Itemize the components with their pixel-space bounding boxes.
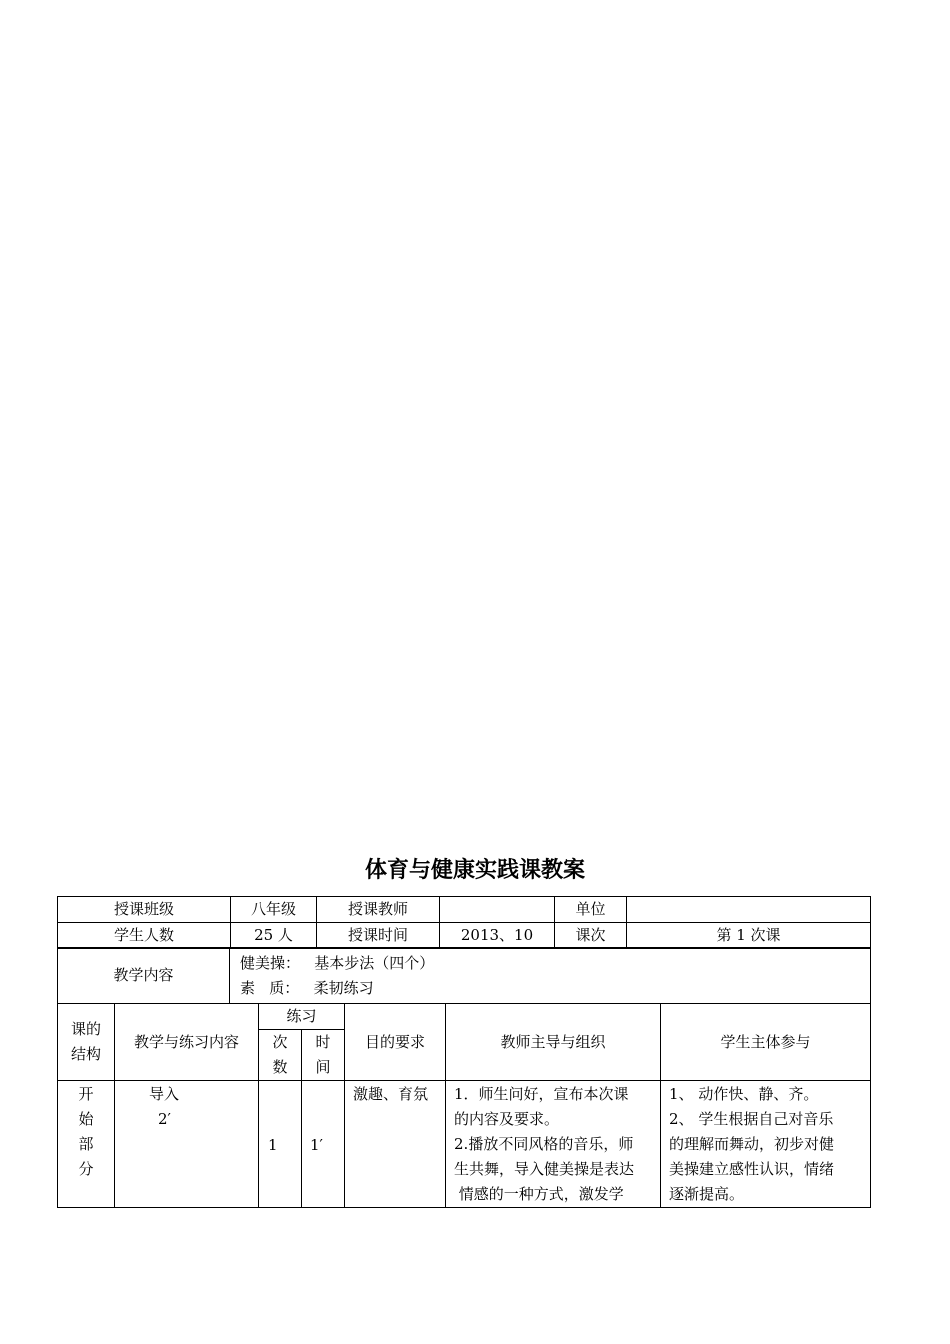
lesson-label: 课次	[555, 923, 627, 949]
lesson-value: 第 1 次课	[627, 923, 871, 949]
unit-label: 单位	[555, 897, 627, 923]
header-content: 教学与练习内容	[115, 1004, 259, 1081]
time-value: 2013、10	[440, 923, 555, 949]
teaching-content-line2: 素 质： 柔韧练习	[240, 978, 374, 997]
class-label: 授课班级	[58, 897, 231, 923]
header-goal: 目的要求	[345, 1004, 446, 1081]
header-teacher: 教师主导与组织	[446, 1004, 661, 1081]
row-duration: 1′	[302, 1081, 345, 1208]
unit-value	[627, 897, 871, 923]
teacher-line-3: 2.播放不同风格的音乐，师	[454, 1135, 634, 1153]
lesson-info-table	[57, 896, 871, 949]
teacher-value	[440, 897, 555, 923]
class-value: 八年级	[231, 897, 317, 923]
teacher-label: 授课教师	[317, 897, 440, 923]
teacher-line-4: 生共舞，导入健美操是表达	[454, 1160, 635, 1178]
header-practice: 练习	[259, 1004, 345, 1030]
page-title: 体育与健康实践课教案	[364, 858, 585, 883]
teacher-line-2: 的内容及要求。	[454, 1110, 560, 1128]
row-content-time: 2′	[158, 1110, 171, 1128]
student-line-5: 逐渐提高。	[669, 1185, 745, 1203]
student-line-4: 美操建立感性认识，情绪	[669, 1160, 835, 1178]
lesson-plan-table	[57, 1003, 871, 1208]
row-structure: 开 始 部 分	[58, 1081, 115, 1208]
students-label: 学生人数	[58, 923, 231, 949]
header-structure: 课的 结构	[58, 1004, 115, 1081]
teaching-content-label: 教学内容	[58, 948, 230, 1004]
header-duration: 时 间	[302, 1030, 345, 1081]
time-label: 授课时间	[317, 923, 440, 949]
header-times: 次 数	[259, 1030, 302, 1081]
student-line-3: 的理解而舞动，初步对健	[669, 1135, 835, 1153]
row-goal: 激趣、育氛	[345, 1081, 446, 1208]
teaching-content-line1: 健美操： 基本步法（四个）	[240, 953, 435, 972]
teacher-line-1: 1．师生问好，宣布本次课	[454, 1085, 629, 1103]
header-student: 学生主体参与	[661, 1004, 871, 1081]
student-line-1: 1、 动作快、静、齐。	[669, 1085, 819, 1103]
teaching-content-table	[57, 947, 871, 1004]
row-content-title: 导入	[149, 1085, 180, 1103]
students-value: 25 人	[231, 923, 317, 949]
student-line-2: 2、 学生根据自己对音乐	[669, 1110, 834, 1128]
row-times: 1	[259, 1081, 302, 1208]
teacher-line-5: 情感的一种方式，激发学	[454, 1185, 624, 1203]
